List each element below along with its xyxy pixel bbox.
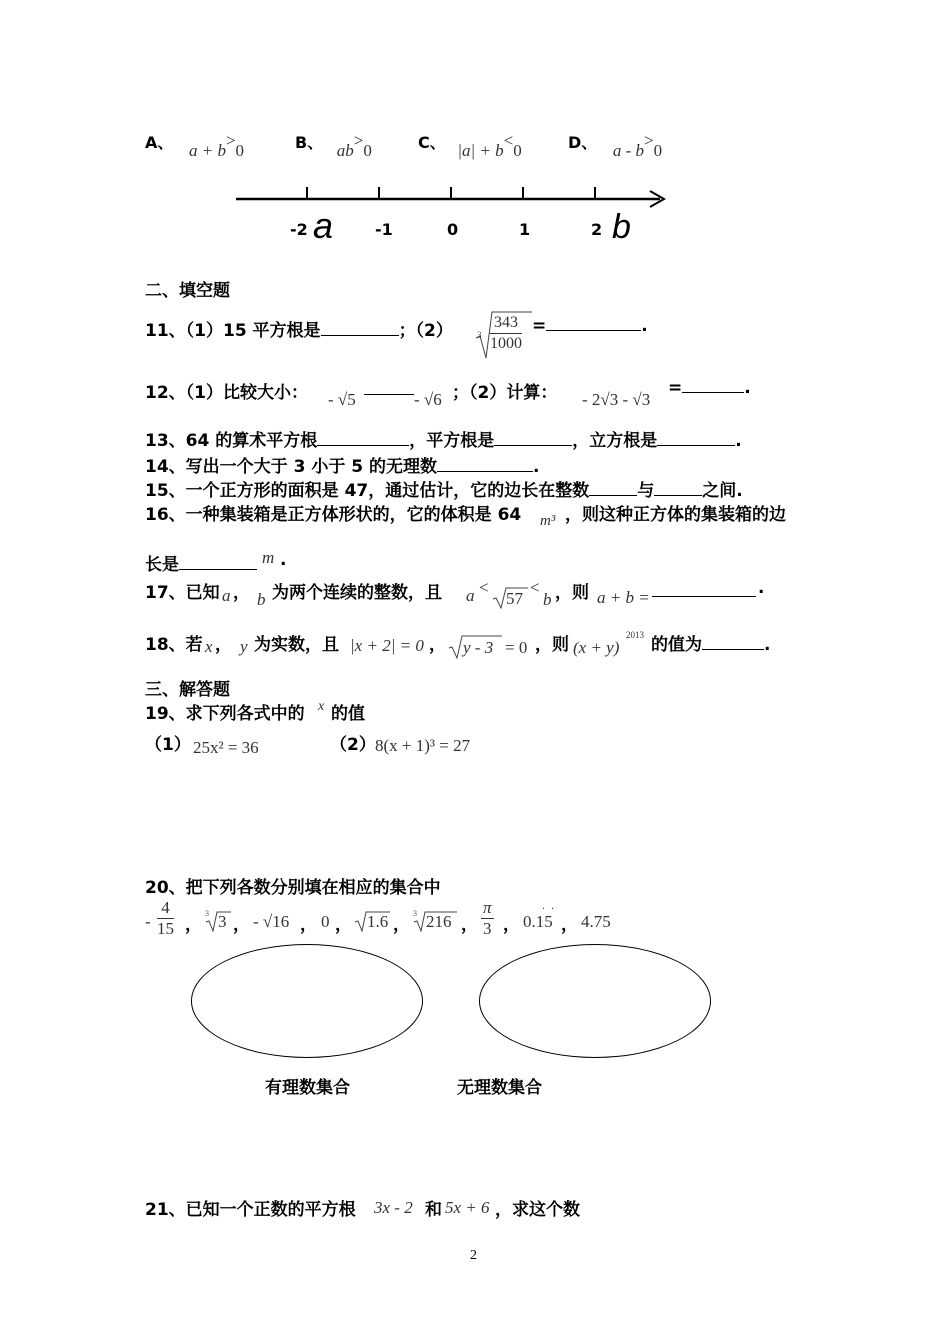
q20-sep: ，: [335, 915, 352, 935]
q12-answer: [668, 378, 751, 398]
answer-blank[interactable]: [364, 394, 414, 395]
q20-repeating-value: 0.15: [523, 912, 553, 931]
option-c-label: C、: [418, 133, 446, 152]
answer-blank[interactable]: [682, 378, 744, 393]
q17-lt: <: [479, 578, 489, 597]
option-c-rel: <: [503, 131, 514, 150]
q20-sep: ，: [561, 915, 578, 935]
q13-end: .: [735, 431, 742, 451]
answer-blank[interactable]: [657, 431, 735, 446]
q17-text: ，则: [555, 583, 589, 603]
root-index: 3: [477, 330, 482, 340]
q18-text: 为实数，且: [254, 635, 339, 655]
q16-text: 16、一种集装箱是正方体形状的，它的体积是 64: [145, 505, 522, 525]
q19-text: 的值: [331, 704, 365, 724]
q11-fraction: [490, 313, 522, 354]
rational-set-ellipse[interactable]: [191, 944, 423, 1058]
tick-label: 1: [519, 220, 531, 239]
option-b-label: B、: [295, 133, 324, 152]
q21-expr2: 5x + 6: [445, 1198, 490, 1217]
q12-end: .: [744, 378, 751, 398]
q11-sep: ；（2）: [398, 321, 453, 341]
answer-blank[interactable]: [589, 481, 637, 496]
q20-sep: ，: [503, 915, 520, 935]
q18-pow-base: (x + y): [573, 638, 620, 657]
q14-text: 14、写出一个大于 3 小于 5 的无理数: [145, 457, 437, 477]
q15-text: 15、一个正方形的面积是 47，通过估计，它的边长在整数: [145, 481, 590, 501]
fraction-denominator: 15: [157, 919, 174, 938]
question-15: [145, 476, 743, 501]
q18-text: 18、若: [145, 635, 203, 655]
q12-eq: =: [668, 378, 683, 398]
q13-text: 13、64 的算术平方根: [145, 431, 318, 451]
option-a-expr: a + b: [188, 141, 226, 160]
q19-var-x: x: [318, 699, 325, 714]
q12-right-expr: - √6: [414, 390, 442, 409]
option-b: [295, 130, 372, 160]
q19-part1-expr: 25x² = 36: [193, 738, 259, 757]
q18-text: 的值为: [651, 635, 702, 655]
q20-fraction-4-15: [157, 898, 174, 939]
option-d-label: D、: [568, 133, 598, 152]
section-title-fill: 二、填空题: [145, 281, 230, 301]
q11-eq: =: [532, 316, 547, 336]
q18-end: .: [764, 635, 771, 655]
q21-text: ，求这个数: [495, 1200, 580, 1220]
rational-set-label: 有理数集合: [265, 1078, 350, 1098]
q17-var-b: b: [257, 590, 266, 609]
answer-blank[interactable]: [702, 635, 764, 650]
q21-and: 和: [425, 1200, 442, 1220]
tick-label: -2: [290, 220, 308, 239]
number-line: [230, 185, 670, 215]
option-d-expr: a - b: [612, 141, 645, 160]
option-a-rel: >: [225, 131, 236, 150]
option-b-rhs: 0: [363, 141, 372, 160]
q11-text: 11、（1）15 平方根是: [145, 321, 321, 341]
q20-cbrt216-radicand: 216: [426, 912, 452, 931]
fraction-numerator: 4: [157, 898, 174, 919]
answer-blank[interactable]: [652, 596, 756, 597]
q17-ineq-a: a: [466, 586, 475, 605]
q13-text: ，立方根是: [572, 431, 658, 451]
q12-calc-expr: - 2√3 - √3: [582, 390, 651, 409]
q20-fraction-pi-3: [481, 898, 494, 939]
answer-blank[interactable]: [321, 321, 399, 336]
question-13: [145, 426, 742, 451]
q20-sep: ，: [185, 915, 202, 935]
q20-last-value: 4.75: [581, 912, 611, 931]
question-16: [145, 500, 521, 525]
answer-blank[interactable]: [654, 481, 702, 496]
option-a-label: A、: [145, 133, 174, 152]
point-a-label: a: [313, 205, 334, 246]
fraction-numerator: π: [483, 898, 492, 917]
answer-blank[interactable]: [546, 316, 641, 331]
q18-answer: [651, 630, 770, 655]
option-d-rel: >: [644, 131, 654, 150]
option-c-expr: |a| + b: [457, 141, 504, 160]
point-b-label: b: [612, 208, 631, 246]
answer-blank[interactable]: [179, 555, 257, 570]
q20-sep: ，: [300, 915, 317, 935]
q17-var-a: a: [222, 586, 231, 605]
q21-expr1: 3x - 2: [374, 1198, 413, 1217]
q20-sep: ，: [233, 915, 250, 935]
q16-unit: m³: [540, 513, 556, 529]
q18-abs-expr: |x + 2| = 0: [350, 636, 424, 655]
answer-blank[interactable]: [437, 457, 533, 472]
question-14: [145, 452, 539, 477]
irrational-set-ellipse[interactable]: [479, 944, 711, 1058]
option-c: [418, 130, 522, 160]
q18-var-x: x: [205, 637, 213, 656]
tick-label: 0: [447, 220, 459, 239]
fraction-numerator: 343: [490, 313, 522, 334]
q17-end: .: [758, 578, 765, 598]
q19-part2-label: （2）: [330, 735, 376, 755]
tick-label: -1: [375, 220, 393, 239]
option-c-rhs: 0: [513, 141, 522, 160]
q16-text: ，则这种正方体的集装箱的边: [565, 505, 786, 525]
answer-blank[interactable]: [494, 431, 572, 446]
page-number: 2: [470, 1248, 477, 1263]
option-a-rhs: 0: [235, 141, 245, 160]
q20-cbrt3-radicand: 3: [218, 912, 227, 931]
q20-sqrt-radicand: 1.6: [367, 912, 389, 931]
question-16-cont: [145, 550, 257, 575]
option-b-rel: >: [353, 131, 364, 150]
q18-comma: ，: [215, 635, 232, 655]
irrational-set-label: 无理数集合: [457, 1078, 542, 1098]
q20-sep: ，: [393, 915, 410, 935]
q18-comma: ，: [429, 635, 446, 655]
answer-blank[interactable]: [317, 431, 409, 446]
q12-text: 12、（1）比较大小：: [145, 383, 308, 403]
q20-sep: ，: [461, 915, 478, 935]
q13-text: ，平方根是: [409, 431, 495, 451]
option-d-rhs: 0: [653, 141, 663, 160]
q18-pow-exp: 2013: [626, 630, 644, 640]
q17-text: 为两个连续的整数，且: [272, 583, 442, 603]
q12-left-expr: - √5: [328, 390, 356, 409]
q20-neg-sqrt16: - √16: [253, 912, 290, 931]
question-12: [145, 378, 308, 403]
fraction-denominator: 1000: [490, 335, 522, 352]
q12-mid: ；（2）计算：: [452, 383, 558, 403]
question-11: [145, 316, 453, 341]
q16-unit2: m: [262, 548, 275, 567]
fraction-denominator: 3: [483, 919, 492, 938]
q20-text: 20、把下列各数分别填在相应的集合中: [145, 878, 441, 898]
q16-text: 长是: [145, 555, 179, 575]
section-title-answer: 三、解答题: [145, 680, 230, 700]
q18-radicand: y - 3: [463, 638, 494, 657]
q18-text: ，则: [535, 635, 569, 655]
q20-zero: 0: [321, 912, 330, 931]
q20-number-list: - $\frac{4}{15}$ ， 3 3 ， - √16 ， 0 ， 1.6 ， 3 216 ， $\frac{\pi}{3}$ ， · · 0.15 ， 4.75: [145, 898, 611, 938]
q14-end: .: [533, 457, 540, 477]
q15-text: 之间.: [702, 481, 743, 501]
q19-text: 19、求下列各式中的: [145, 704, 305, 724]
q15-text: 与: [637, 481, 655, 501]
q17-lt: <: [530, 578, 540, 597]
q17-ineq-b: b: [543, 590, 552, 609]
q16-end: .: [280, 550, 287, 570]
tick-label: 2: [591, 220, 603, 239]
q17-text: 17、已知: [145, 583, 220, 603]
q17-expr: a + b =: [597, 588, 650, 607]
q19-part1-label: （1）: [145, 735, 191, 755]
option-b-expr: ab: [336, 141, 354, 160]
q11-answer: [532, 316, 648, 336]
q11-end: .: [641, 316, 648, 336]
q18-var-y: y: [240, 637, 248, 656]
option-a: [145, 130, 245, 160]
option-d: [568, 130, 663, 160]
q17-comma: ，: [233, 583, 250, 603]
q18-rad-eq: = 0: [505, 638, 528, 657]
q20-minus: -: [145, 912, 151, 931]
q17-radicand: 57: [506, 589, 523, 608]
q21-text: 21、已知一个正数的平方根: [145, 1200, 356, 1220]
q19-part2-expr: 8(x + 1)³ = 27: [375, 736, 471, 755]
